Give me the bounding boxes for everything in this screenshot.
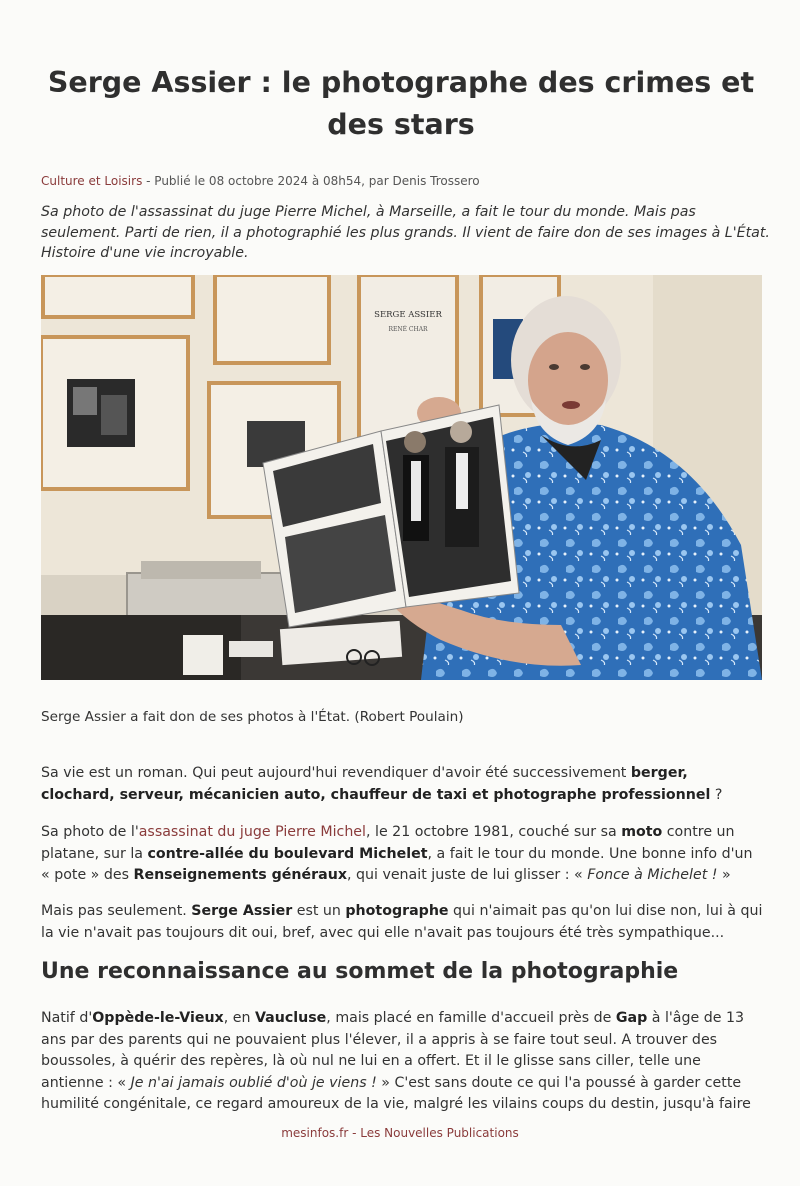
paragraph-1: Sa vie est un roman. Qui peut aujourd'hui revendiquer d'avoir été successivement berger, clochard, serveur, mécanicien auto, chauffeur de taxi et photographe professionnel ? xyxy=(41,765,723,803)
article-lede: Sa photo de l'assassinat du juge Pierre Michel, à Marseille, a fait le tour du monde. Mais pas seulement. Parti de rien, il a photographié les plus grands. Il vient de faire don de ses images à L'État. Histoire d'une vie incroyable. xyxy=(41,204,770,261)
page-footer: mesinfos.fr - Les Nouvelles Publications xyxy=(281,1126,519,1140)
article-title: Serge Assier : le photographe des crimes et des stars xyxy=(47,66,755,141)
photo-caption: Serge Assier a fait don de ses photos à l'État. (Robert Poulain) xyxy=(41,709,464,725)
category-link[interactable]: Culture et Loisirs xyxy=(41,174,143,188)
paragraph-2: Sa photo de l'assassinat du juge Pierre Michel, le 21 octobre 1981, couché sur sa moto contre un platane, sur la contre-allée du boulevard Michelet, a fait le tour du monde. Une bonne info d'un « pote » des Renseignements généraux, qui venait juste de lui glisser : « Fonce à Michelet ! » xyxy=(41,824,753,883)
publish-info: - Publié le 08 octobre 2024 à 08h54, par Denis Trossero xyxy=(142,174,480,188)
article-photo xyxy=(41,275,762,680)
section-heading: Une reconnaissance au sommet de la photographie xyxy=(41,959,679,984)
poster-name-text: SERGE ASSIER xyxy=(374,310,442,320)
article-meta xyxy=(41,174,480,188)
assassination-link[interactable]: assassinat du juge Pierre Michel xyxy=(138,824,366,840)
poster-subtitle-text: RENÉ CHAR xyxy=(388,326,428,333)
paragraph-3: Mais pas seulement. Serge Assier est un photographe qui n'aimait pas qu'on lui dise non, lui à qui la vie n'avait pas toujours dit oui, bref, avec qui elle n'avait pas toujours été très sympathique... xyxy=(41,903,763,941)
paragraph-4: Natif d'Oppède-le-Vieux, en Vaucluse, mais placé en famille d'accueil près de Gap à l'âge de 13 ans par des parents qui ne pouvaient plus l'élever, il a appris à se faire tout seul. A trouver des boussoles, à quérir des repères, là où nul ne lui en a offert. Et il le glisse sans ciller, telle une antienne : « Je n'ai jamais oublié d'où je viens ! » C'est sans doute ce qui l'a poussé à garder cette humilité congénitale, ce regard amoureux de la vie, malgré les vilains coups du destin, jusqu'à faire xyxy=(41,1010,751,1112)
